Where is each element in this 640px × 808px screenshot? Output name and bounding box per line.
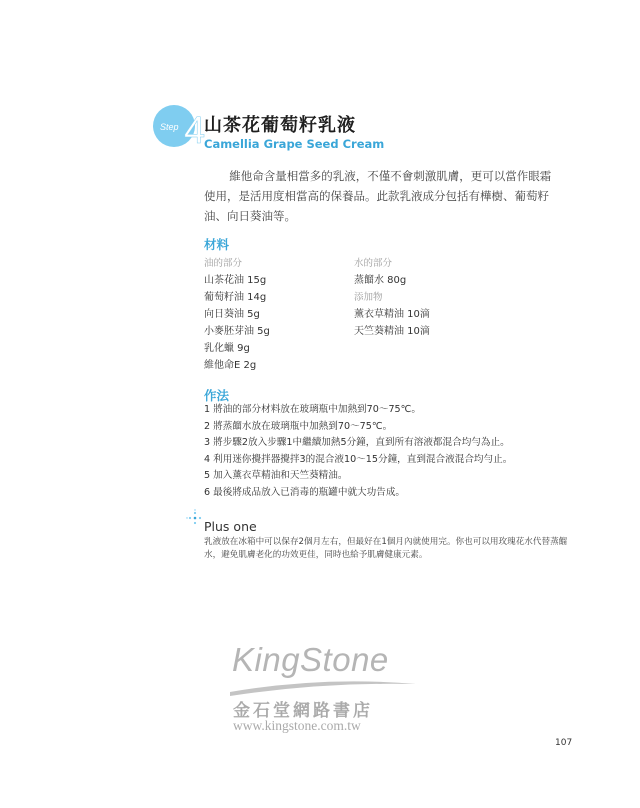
- ingredient-item: 向日葵油 5g: [204, 309, 260, 320]
- method-heading: 作法: [204, 388, 230, 403]
- ingredient-item: 薰衣草精油 10滴: [354, 309, 430, 320]
- watermark-url: www.kingstone.com.tw: [233, 718, 361, 733]
- recipe-title: 山茶花葡萄籽乳液: [204, 115, 356, 136]
- watermark-swoosh-icon: [228, 674, 418, 698]
- watermark-logo: KingStone: [232, 641, 389, 678]
- step-badge: [152, 103, 208, 149]
- intro-paragraph: [204, 166, 560, 226]
- step-label: Step: [160, 122, 179, 132]
- step-number: 4: [184, 110, 206, 149]
- method-step: 2 將蒸餾水放在玻璃瓶中加熱到70～75℃。: [204, 420, 393, 432]
- water-ingredients: [354, 255, 554, 340]
- oil-section-label: 油的部分: [204, 258, 243, 269]
- page-number: 107: [555, 738, 573, 748]
- ingredient-item: 小麥胚芽油 5g: [204, 326, 270, 337]
- plus-one-title: Plus one: [204, 519, 257, 534]
- ingredient-item: 蒸餾水 80g: [354, 275, 407, 286]
- additives-section-label: 添加物: [354, 292, 383, 303]
- intro-text: 維他命含量相當多的乳液，不僅不會刺激肌膚，更可以當作眼霜使用，是活用度相當高的保養品。此款乳液成分包括有樺樹、葡萄籽油、向日葵油等。: [204, 169, 552, 223]
- ingredient-item: 維他命E 2g: [204, 360, 257, 371]
- materials-heading: 材料: [204, 237, 230, 252]
- method-step: 1 將油的部分材料放在玻璃瓶中加熱到70～75℃。: [204, 404, 422, 415]
- method-step: 6 最後將成品放入已消毒的瓶罐中就大功告成。: [204, 486, 406, 498]
- method-step: 5 加入薰衣草精油和天竺葵精油。: [204, 470, 348, 481]
- recipe-subtitle: Camellia Grape Seed Cream: [204, 137, 385, 151]
- watermark-name: 金石堂網路書店: [233, 701, 373, 721]
- ingredient-item: 天竺葵精油 10滴: [354, 326, 430, 337]
- ingredient-item: 山茶花油 15g: [204, 275, 267, 286]
- method-step: 3 將步驟2放入步驟1中繼續加熱5分鐘，直到所有溶液都混合均勻為止。: [204, 437, 510, 448]
- water-section-label: 水的部分: [354, 258, 393, 269]
- plus-one-text: 乳液放在冰箱中可以保存2個月左右，但最好在1個月內就使用完。你也可以用玫瑰花水代替蒸餾水，避免肌膚老化的功效更佳，同時也給予肌膚健康元素。: [204, 537, 568, 560]
- ingredient-item: 乳化蠟 9g: [204, 343, 250, 354]
- oil-ingredients: [204, 255, 344, 374]
- method-step: 4 利用迷你攪拌器攪拌3的混合液10～15分鐘，直到混合液混合均勻止。: [204, 453, 513, 465]
- method-steps: [204, 402, 564, 501]
- ingredient-item: 葡萄籽油 14g: [204, 292, 267, 303]
- sparkle-icon: [186, 509, 204, 527]
